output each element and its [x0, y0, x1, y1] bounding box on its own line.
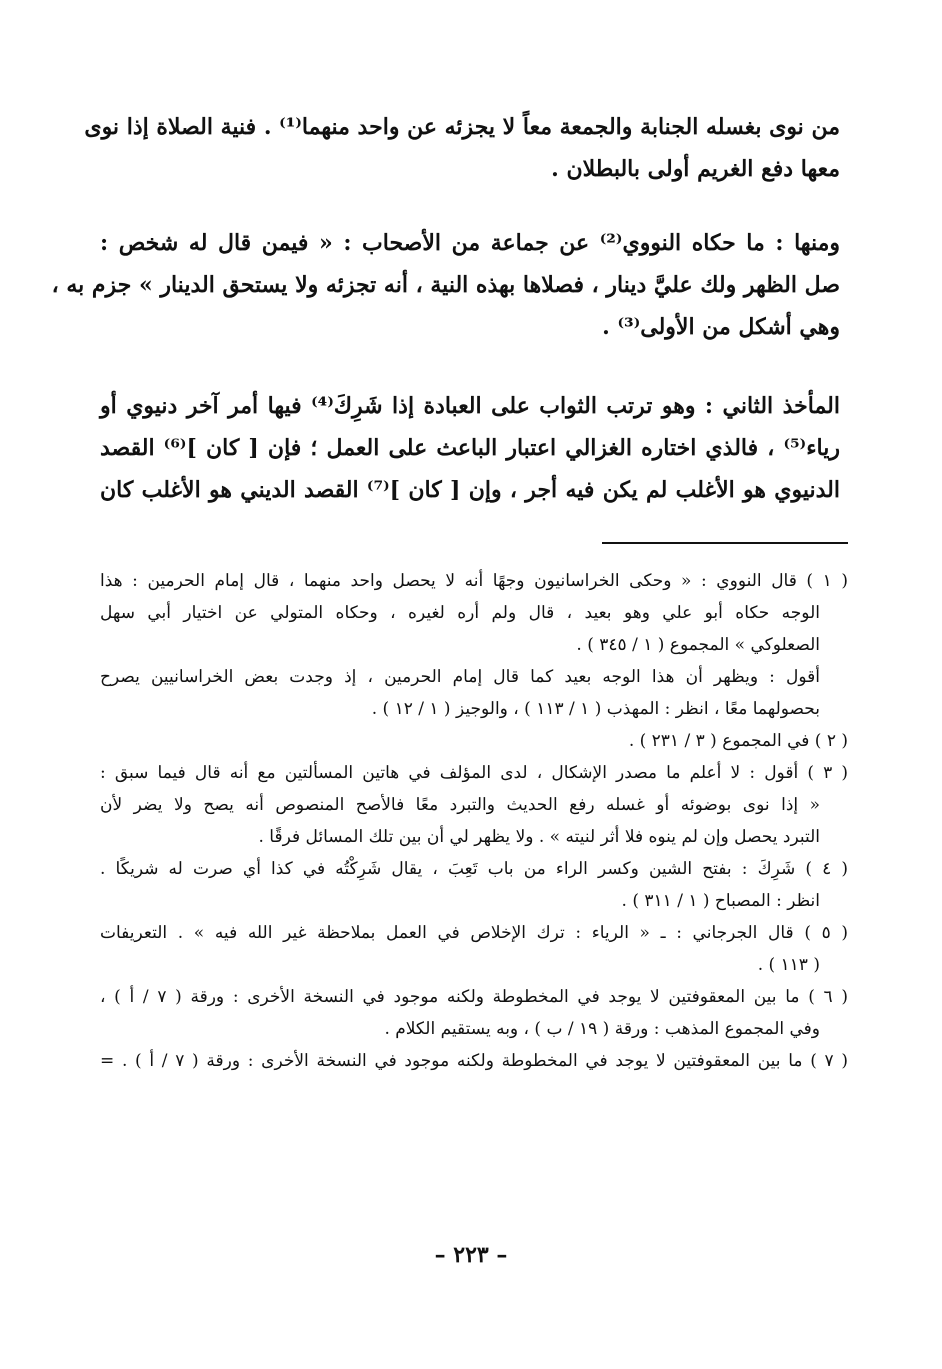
footnote-line: ( ٢ ) في المجموع ( ٣ / ٢٣١ ) .	[628, 731, 848, 751]
footnote-2	[100, 725, 848, 757]
body-line: معها دفع الغريم أولى بالبطلان .	[551, 156, 840, 182]
body-line: ومنها : ما حكاه النووي⁽²⁾ عن جماعة من الأصحاب : « فيمن قال له شخص :	[100, 230, 840, 256]
footnote-line: ( ٤ ) شَرِكَ : بفتح الشين وكسر الراء من باب تَعِبَ ، يقال شَرِكْتُه في كذا أي صرت له شريكًا .	[100, 859, 848, 879]
footnote-line: ( ١ ) قال النووي : « وحكى الخراسانيون وجهًا أنه لا يحصل واحد منهما ، قال إمام الحرمين : هذا	[100, 571, 848, 591]
footnote-line: وفي المجموع المذهب : ورقة ( ١٩ / ب ) ، وبه يستقيم الكلام .	[384, 1019, 820, 1039]
footnote-line: ( ١١٣ ) .	[757, 955, 820, 975]
footnotes	[100, 565, 848, 1077]
footnote-line: « إذا نوى بوضوئه أو غسله رفع الحديث والتبرد معًا فالأصح المنصوص أنه يصح ولا يضر لأن	[100, 795, 820, 815]
footnote-line: أقول : ويظهر أن هذا الوجه بعيد كما قال إمام الحرمين ، إذ وجدت بعض الخراسانيين يصرح	[100, 667, 820, 687]
footnote-5	[100, 917, 848, 981]
footnote-line: ( ٣ ) أقول : لا أعلم ما مصدر الإشكال ، لدى المؤلف في هاتين المسألتين مع أنه قال فيما سبق :	[100, 763, 848, 783]
body-line: الدنيوي هو الأغلب لم يكن فيه أجر ، وإن [ كان ]⁽⁷⁾ القصد الديني هو الأغلب كان	[100, 477, 841, 503]
footnote-separator	[602, 542, 848, 544]
footnote-4	[100, 853, 848, 917]
footnote-line: ( ٦ ) ما بين المعقوفتين لا يوجد في المخطوطة ولكنه موجود في النسخة الأخرى : ورقة ( ٧ / أ ) ،	[100, 987, 848, 1007]
footnote-line: ( ٥ ) قال الجرجاني : ـ « الرياء : ترك الإخلاص في العمل بملاحظة غير الله فيه » . التعريفات	[100, 923, 848, 943]
body-paragraph-3	[100, 385, 840, 511]
body-line: المأخذ الثاني : وهو ترتب الثواب على العبادة إذا شَرِكَ⁽⁴⁾ فيها أمر آخر دنيوي أو	[100, 393, 840, 419]
footnote-6	[100, 981, 848, 1045]
body-line: من نوى بغسله الجنابة والجمعة معاً لا يجزئه عن واحد منهما⁽¹⁾ . فنية الصلاة إذا نوى	[84, 114, 840, 140]
body-paragraph-2	[51, 222, 840, 348]
body-line: صل الظهر ولك عليَّ دينار ، فصلاها بهذه النية ، أنه تجزئه ولا يستحق الدينار » جزم به ،	[51, 272, 840, 298]
footnote-line: التبرد يحصل وإن لم ينوه فلا أثر لنيته » . ولا يظهر لي أن بين تلك المسائل فرقًا .	[258, 827, 820, 847]
footnote-line: الوجه حكاه أبو علي وهو بعيد ، قال ولم أره لغيره ، وحكاه المتولي عن اختيار أبي سهل	[100, 603, 820, 623]
footnote-line: بحصولهما معًا ، انظر : المهذب ( ١ / ١١٣ ) ، والوجيز ( ١ / ١٢ ) .	[371, 699, 820, 719]
footnote-3	[100, 757, 848, 853]
body-line: وهي أشكل من الأولى⁽³⁾ .	[602, 314, 840, 340]
footnote-line: الصعلوكي » المجموع ( ١ / ٣٤٥ ) .	[576, 635, 820, 655]
page-number: – ٢٢٣ –	[434, 1242, 508, 1268]
body-paragraph-1	[84, 106, 840, 190]
footnote-1	[100, 565, 848, 725]
footnote-7	[100, 1045, 848, 1077]
footnote-line: انظر : المصباح ( ١ / ٣١١ ) .	[621, 891, 820, 911]
footnote-line: ( ٧ ) ما بين المعقوفتين لا يوجد في المخطوطة ولكنه موجود في النسخة الأخرى : ورقة ( ٧ / أ ) . =	[100, 1051, 848, 1071]
body-line: رياء⁽⁵⁾ ، فالذي اختاره الغزالي اعتبار الباعث على العمل ؛ فإن [ كان ]⁽⁶⁾ القصد	[100, 435, 840, 461]
